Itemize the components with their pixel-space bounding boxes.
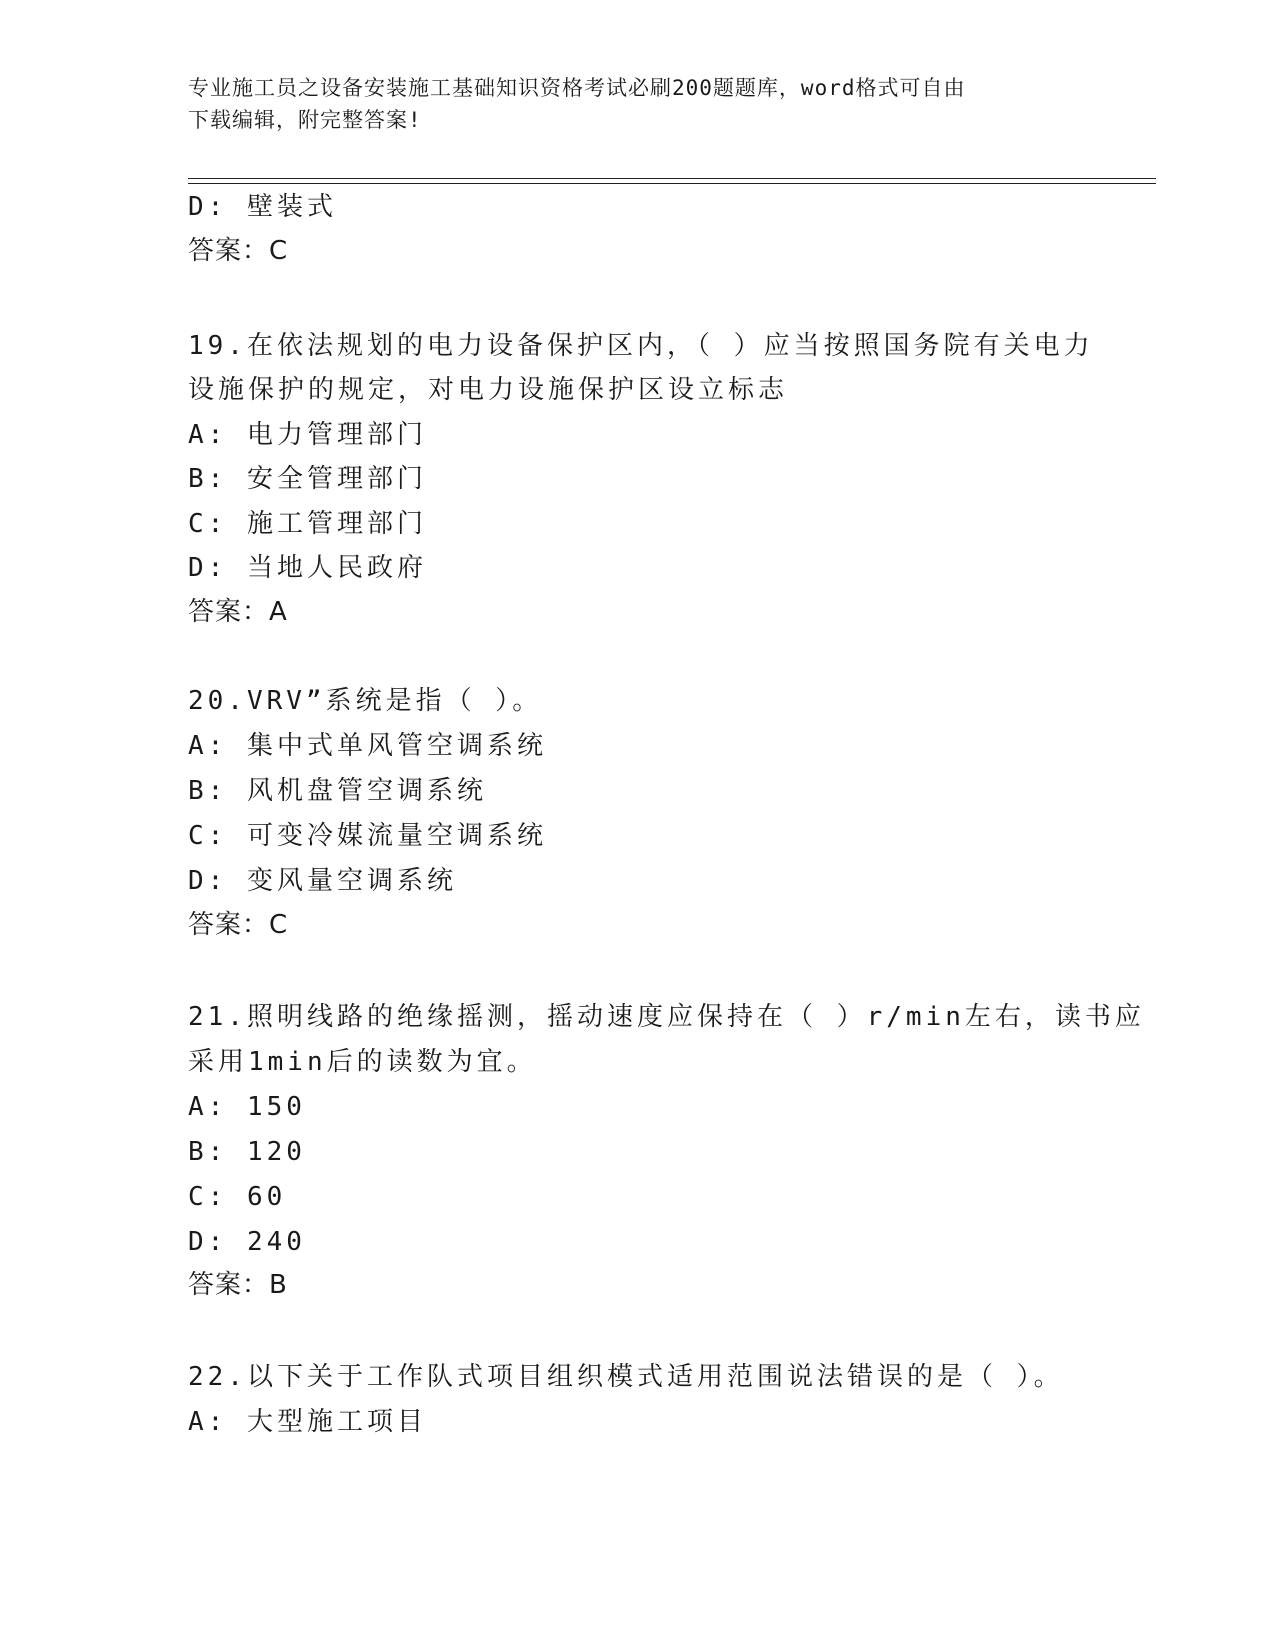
- q21-stem-line-1: 21.照明线路的绝缘摇测，摇动速度应保持在（ ）r/min左右，读书应: [188, 1002, 1145, 1032]
- q20-option-b: B: 风机盘管空调系统: [188, 776, 487, 806]
- q19-option-c: C: 施工管理部门: [188, 509, 427, 539]
- q22-stem-line-1: 22.以下关于工作队式项目组织模式适用范围说法错误的是（ ）。: [188, 1362, 1064, 1392]
- q22-option-a: A: 大型施工项目: [188, 1407, 427, 1437]
- q19-option-b: B: 安全管理部门: [188, 464, 427, 494]
- q19-stem-line-1: 19.在依法规划的电力设备保护区内，（ ）应当按照国务院有关电力: [188, 331, 1094, 361]
- q19-option-d: D: 当地人民政府: [188, 553, 427, 583]
- header-line-2: 下载编辑，附完整答案!: [188, 108, 422, 132]
- q19-option-a: A: 电力管理部门: [188, 420, 427, 450]
- q21-option-d: D: 240: [188, 1227, 306, 1257]
- q20-option-a: A: 集中式单风管空调系统: [188, 731, 547, 761]
- q21-answer: 答案：B: [188, 1270, 288, 1300]
- q21-option-a: A: 150: [188, 1092, 306, 1122]
- q21-option-c: C: 60: [188, 1182, 287, 1212]
- q21-option-b: B: 120: [188, 1137, 306, 1167]
- q19-stem-line-2: 设施保护的规定，对电力设施保护区设立标志: [188, 375, 789, 405]
- q18-answer: 答案：C: [188, 236, 289, 266]
- header-divider-top: [188, 178, 1156, 179]
- q18-option-d: D: 壁装式: [188, 192, 337, 222]
- q20-option-c: C: 可变冷媒流量空调系统: [188, 821, 547, 851]
- q19-answer: 答案：A: [188, 597, 288, 627]
- q20-option-d: D: 变风量空调系统: [188, 866, 457, 896]
- q20-stem-line-1: 20.VRV”系统是指（ ）。: [188, 686, 543, 716]
- header-line-1: 专业施工员之设备安装施工基础知识资格考试必刷200题题库，word格式可自由: [188, 76, 966, 100]
- q20-answer: 答案：C: [188, 910, 289, 940]
- header-divider-bottom: [188, 183, 1156, 184]
- q21-stem-line-2: 采用1min后的读数为宜。: [188, 1047, 537, 1077]
- document-header: [188, 72, 1068, 136]
